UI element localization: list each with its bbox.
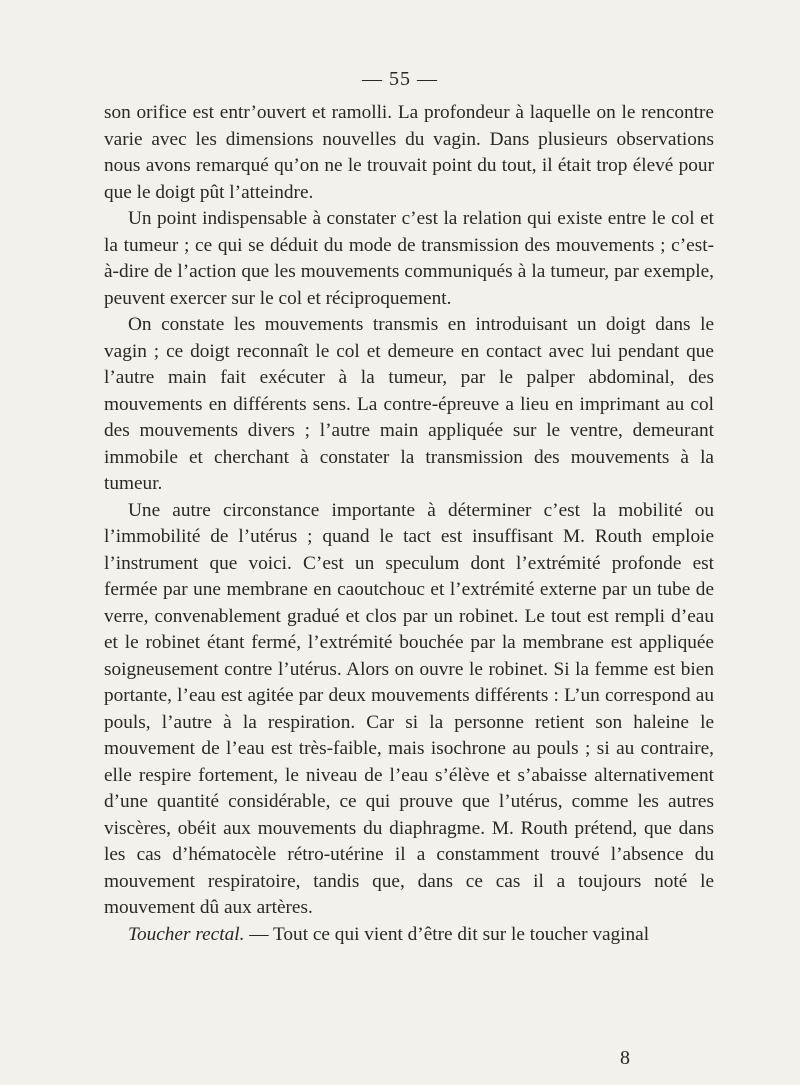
paragraph-text: — Tout ce qui vient d’être dit sur le toucher vaginal xyxy=(244,923,650,945)
section-heading: Toucher rectal. xyxy=(128,923,245,945)
page-number: — 55 — xyxy=(362,68,438,90)
body-text xyxy=(104,100,714,948)
paragraph: Un point indispensable à constater c’est la relation qui existe entre le col et la tumeur ; ce qui se déduit du mode de transmission des mouvements ; c’est-à-dire de l’action que les mouvements communiqués à la tumeur, par exemple, peuvent exercer sur le col et réciproquement. xyxy=(104,208,714,309)
paragraph xyxy=(104,922,714,949)
paragraph: son orifice est entr’ouvert et ramolli. La profondeur à laquelle on le rencontre varie avec les dimensions nouvelles du vagin. Dans plusieurs observations nous avons remarqué qu’on ne le trouvait point du tout, il était trop élevé pour que le doigt pût l’atteindre. xyxy=(104,102,714,203)
paragraph: Une autre circonstance importante à déterminer c’est la mobilité ou l’immobilité de l’utérus ; quand le tact est insuffisant M. Routh emploie l’instrument que voici. C’est un speculum dont l’extrémité profonde est fermée par une membrane en caoutchouc et l’extrémité externe par un tube de verre, convenablement gradué et clos par un robinet. Le tout est rempli d’eau et le robinet étant fermé, l’extrémité bouchée par la membrane est appliquée soigneusement contre l’utérus. Alors on ouvre le robinet. Si la femme est bien portante, l’eau est agitée par deux mouvements différents : L’un correspond au pouls, l’autre à la respiration. Car si la personne retient son haleine le mouvement de l’eau est très-faible, mais isochrone au pouls ; si au contraire, elle respire fortement, le niveau de l’eau s’élève et s’abaisse alternativement d’une quantité considérable, ce qui prouve que l’utérus, comme les autres viscères, obéit aux mouvements du diaphragme. M. Routh prétend, que dans les cas d’hématocèle rétro-utérine il a constamment trouvé l’absence du mouvement respiratoire, tandis que, dans ce cas il a toujours noté le mouvement dû aux artères. xyxy=(104,499,714,918)
paragraph: On constate les mouvements transmis en introduisant un doigt dans le vagin ; ce doigt reconnaît le col et demeure en contact avec lui pendant que l’autre main fait exécuter à la tumeur, par le palper abdominal, des mouvements en différents sens. La contre-épreuve a lieu en imprimant au col des mouvements divers ; l’autre main appliquée sur le ventre, demeurant immobile et cherchant à constater la transmission des mouvements à la tumeur. xyxy=(104,314,714,494)
signature-mark: 8 xyxy=(620,1047,630,1069)
